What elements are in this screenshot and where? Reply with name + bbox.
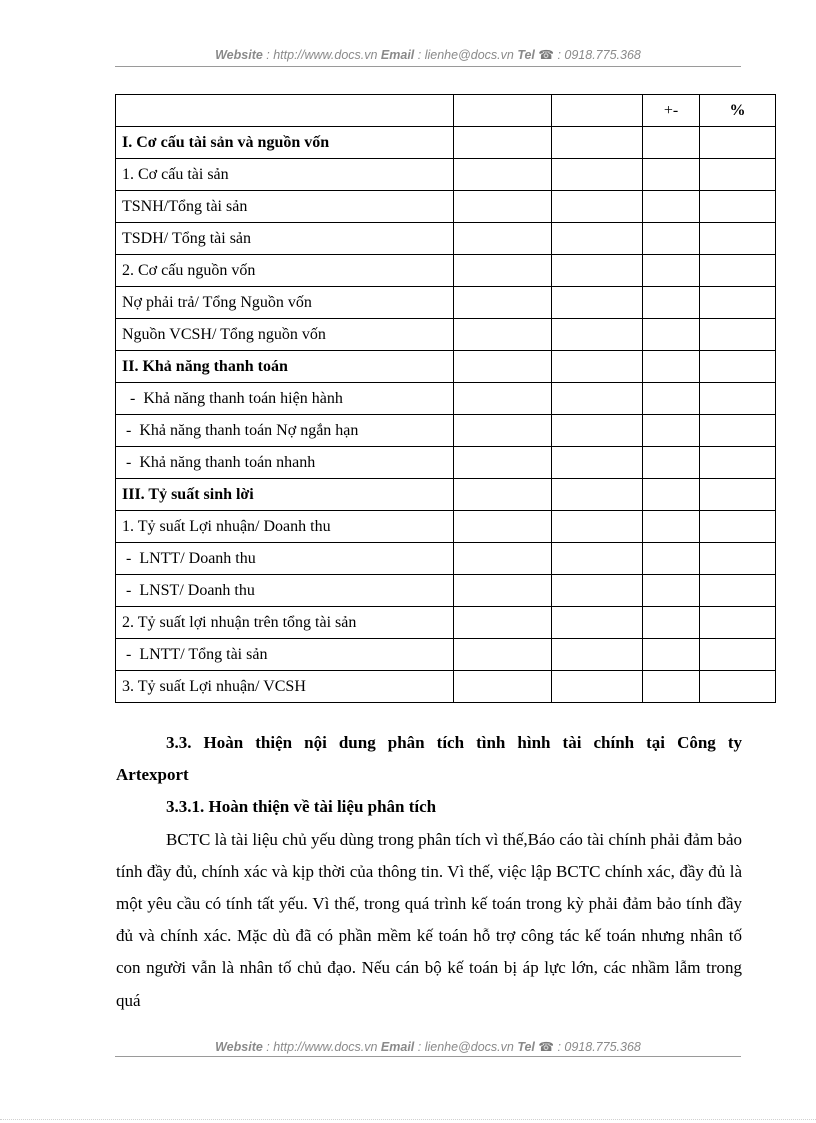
row-label: 2. Cơ cấu nguồn vốn — [116, 255, 454, 287]
value-cell — [700, 543, 776, 575]
website-label: Website — [215, 48, 263, 62]
value-cell — [454, 607, 552, 639]
value-cell — [552, 543, 643, 575]
table-row — [116, 159, 776, 191]
value-cell — [643, 607, 700, 639]
value-cell — [643, 255, 700, 287]
row-label: 1. Cơ cấu tài sản — [116, 159, 454, 191]
value-cell — [643, 415, 700, 447]
value-cell — [700, 607, 776, 639]
row-label: TSDH/ Tổng tài sản — [116, 223, 454, 255]
value-cell — [552, 447, 643, 479]
value-cell — [643, 543, 700, 575]
value-cell — [643, 319, 700, 351]
header-cell — [454, 95, 552, 127]
value-cell — [454, 383, 552, 415]
value-cell — [700, 191, 776, 223]
value-cell — [454, 415, 552, 447]
value-cell — [454, 447, 552, 479]
value-cell — [700, 479, 776, 511]
row-label: Nguồn VCSH/ Tổng nguồn vốn — [116, 319, 454, 351]
value-cell — [643, 127, 700, 159]
page-header — [115, 47, 741, 62]
table-row — [116, 383, 776, 415]
value-cell — [700, 223, 776, 255]
header-cell — [116, 95, 454, 127]
value-cell — [552, 223, 643, 255]
row-label: - Khả năng thanh toán hiện hành — [116, 383, 454, 415]
value-cell — [454, 639, 552, 671]
value-cell — [700, 255, 776, 287]
value-cell — [643, 639, 700, 671]
value-cell — [454, 351, 552, 383]
tel-number: : 0918.775.368 — [553, 48, 641, 62]
value-cell — [700, 287, 776, 319]
page-edge — [0, 1119, 816, 1120]
tel-number: : 0918.775.368 — [553, 1040, 641, 1054]
financial-ratio-table — [115, 94, 776, 703]
value-cell — [552, 639, 643, 671]
value-cell — [643, 223, 700, 255]
value-cell — [454, 223, 552, 255]
value-cell — [552, 319, 643, 351]
value-cell — [454, 255, 552, 287]
value-cell — [552, 191, 643, 223]
header-cell-percent: % — [700, 95, 776, 127]
value-cell — [643, 575, 700, 607]
value-cell — [643, 159, 700, 191]
row-label: - LNTT/ Doanh thu — [116, 543, 454, 575]
value-cell — [454, 319, 552, 351]
value-cell — [643, 383, 700, 415]
row-label: Nợ phải trả/ Tổng Nguồn vốn — [116, 287, 454, 319]
value-cell — [454, 127, 552, 159]
page-footer — [115, 1039, 741, 1054]
value-cell — [552, 671, 643, 703]
row-label: - LNTT/ Tổng tài sản — [116, 639, 454, 671]
table-row — [116, 543, 776, 575]
header-cell-change: +- — [643, 95, 700, 127]
value-cell — [700, 575, 776, 607]
value-cell — [643, 351, 700, 383]
table-row — [116, 127, 776, 159]
table-row — [116, 223, 776, 255]
website-label: Website — [215, 1040, 263, 1054]
value-cell — [643, 447, 700, 479]
value-cell — [552, 479, 643, 511]
row-label: III. Tỷ suất sinh lời — [116, 479, 454, 511]
section-heading: 3.3. Hoàn thiện nội dung phân tích tình hình tài chính tại Công ty — [166, 733, 742, 752]
table-row — [116, 319, 776, 351]
value-cell — [552, 287, 643, 319]
value-cell — [552, 351, 643, 383]
value-cell — [552, 511, 643, 543]
table-row — [116, 287, 776, 319]
table-row — [116, 447, 776, 479]
table-row — [116, 639, 776, 671]
email-address: : lienhe@docs.vn — [414, 1040, 518, 1054]
value-cell — [454, 191, 552, 223]
section-heading-continued: Artexport — [116, 765, 189, 785]
table-row — [116, 351, 776, 383]
value-cell — [643, 287, 700, 319]
paragraph: BCTC là tài liệu chủ yếu dùng trong phân tích vì thế,Báo cáo tài chính phải đảm bảo tính đầy đủ, chính xác và kịp thời của thông tin. Vì thế, việc lập BCTC chính xác, đầy đủ là một yêu cầu có tính tất yếu. Vì thế, trong quá trình kế toán trong kỳ phải đảm bảo tính đầy đủ và chính xác. Mặc dù đã có phần mềm kế toán hỗ trợ công tác kế toán nhưng nhân tố con người vẫn là nhân tố chủ đạo. Nếu cán bộ kế toán bị áp lực lớn, các nhầm lẫm trong quá — [116, 829, 742, 1010]
table-row — [116, 415, 776, 447]
row-label: TSNH/Tổng tài sản — [116, 191, 454, 223]
value-cell — [700, 511, 776, 543]
value-cell — [552, 255, 643, 287]
value-cell — [454, 671, 552, 703]
value-cell — [700, 639, 776, 671]
value-cell — [454, 575, 552, 607]
value-cell — [643, 511, 700, 543]
row-label: - Khả năng thanh toán Nợ ngắn hạn — [116, 415, 454, 447]
tel-label: Tel — [517, 1040, 535, 1054]
value-cell — [700, 159, 776, 191]
value-cell — [552, 575, 643, 607]
tel-label: Tel — [517, 48, 535, 62]
row-label: 1. Tỷ suất Lợi nhuận/ Doanh thu — [116, 511, 454, 543]
row-label: - Khả năng thanh toán nhanh — [116, 447, 454, 479]
value-cell — [454, 287, 552, 319]
value-cell — [700, 127, 776, 159]
table-row — [116, 511, 776, 543]
table-row — [116, 607, 776, 639]
value-cell — [700, 415, 776, 447]
row-label: I. Cơ cấu tài sản và nguồn vốn — [116, 127, 454, 159]
value-cell — [552, 383, 643, 415]
header-rule — [115, 66, 741, 67]
header-cell — [552, 95, 643, 127]
email-label: Email — [380, 1040, 415, 1054]
value-cell — [552, 415, 643, 447]
subsection-heading: 3.3.1. Hoàn thiện về tài liệu phân tích — [166, 797, 437, 817]
website-url: : http://www.docs.vn — [262, 1040, 381, 1054]
value-cell — [454, 543, 552, 575]
email-label: Email — [380, 48, 415, 62]
value-cell — [643, 479, 700, 511]
value-cell — [700, 383, 776, 415]
value-cell — [700, 671, 776, 703]
table-row — [116, 479, 776, 511]
phone-icon: ☎ — [538, 1040, 554, 1054]
value-cell — [700, 351, 776, 383]
row-label: - LNST/ Doanh thu — [116, 575, 454, 607]
value-cell — [700, 319, 776, 351]
row-label: 3. Tỷ suất Lợi nhuận/ VCSH — [116, 671, 454, 703]
row-label: 2. Tỷ suất lợi nhuận trên tổng tài sản — [116, 607, 454, 639]
value-cell — [552, 159, 643, 191]
footer-rule — [115, 1056, 741, 1057]
website-url: : http://www.docs.vn — [262, 48, 381, 62]
value-cell — [454, 159, 552, 191]
table-row — [116, 191, 776, 223]
body-text — [116, 727, 742, 1017]
value-cell — [643, 191, 700, 223]
table-row — [116, 255, 776, 287]
value-cell — [552, 127, 643, 159]
email-address: : lienhe@docs.vn — [414, 48, 518, 62]
value-cell — [552, 607, 643, 639]
table-row — [116, 671, 776, 703]
value-cell — [454, 511, 552, 543]
row-label: II. Khả năng thanh toán — [116, 351, 454, 383]
value-cell — [643, 671, 700, 703]
value-cell — [454, 479, 552, 511]
phone-icon: ☎ — [538, 48, 554, 62]
table-header-row — [116, 95, 776, 127]
table-row — [116, 575, 776, 607]
value-cell — [700, 447, 776, 479]
